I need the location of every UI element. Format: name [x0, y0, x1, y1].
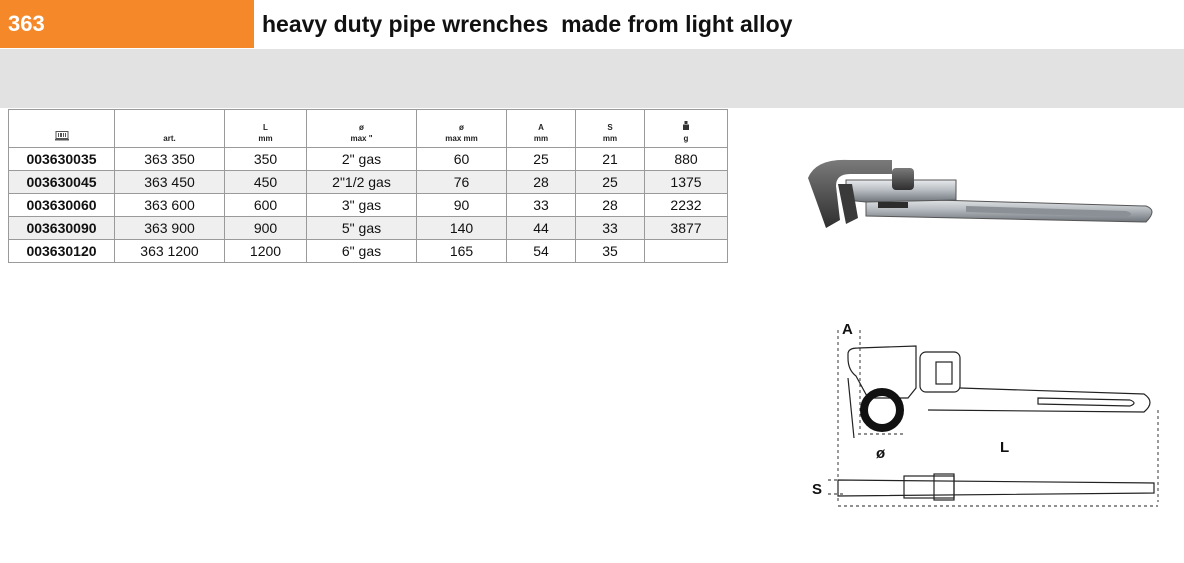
table-header-row — [9, 110, 728, 148]
table-row — [9, 148, 728, 171]
cell-art: 363 350 — [115, 148, 225, 171]
cell-art: 363 450 — [115, 171, 225, 194]
header-code — [9, 110, 115, 148]
table-row — [9, 194, 728, 217]
table-row — [9, 217, 728, 240]
header-a: A mm — [507, 110, 576, 148]
cell-code: 003630090 — [9, 217, 115, 240]
label-a: A — [842, 321, 853, 338]
cell-s: 33 — [576, 217, 645, 240]
cell-capacity-mm: 165 — [417, 240, 507, 263]
cell-art: 363 1200 — [115, 240, 225, 263]
cell-capacity-inch: 2" gas — [307, 148, 417, 171]
header-art: art. — [115, 110, 225, 148]
weight-icon — [682, 121, 690, 130]
cell-weight — [645, 240, 728, 263]
cell-s: 35 — [576, 240, 645, 263]
header-s: S mm — [576, 110, 645, 148]
header-band — [0, 49, 1184, 108]
cell-art: 363 600 — [115, 194, 225, 217]
cell-a: 33 — [507, 194, 576, 217]
spec-table — [8, 109, 728, 263]
cell-code: 003630045 — [9, 171, 115, 194]
header-length: L mm — [225, 110, 307, 148]
barcode-box-icon — [55, 131, 69, 141]
cell-weight: 1375 — [645, 171, 728, 194]
label-l: L — [1000, 439, 1010, 456]
cell-weight: 3877 — [645, 217, 728, 240]
cell-a: 54 — [507, 240, 576, 263]
cell-code: 003630035 — [9, 148, 115, 171]
cell-a: 25 — [507, 148, 576, 171]
cell-length: 450 — [225, 171, 307, 194]
label-diameter: ø — [876, 445, 886, 462]
pipe-wrench-photo — [806, 140, 1162, 240]
cell-length: 350 — [225, 148, 307, 171]
cell-capacity-inch: 6" gas — [307, 240, 417, 263]
cell-capacity-inch: 5" gas — [307, 217, 417, 240]
dimension-drawing — [808, 318, 1164, 508]
cell-capacity-mm: 60 — [417, 148, 507, 171]
table-row — [9, 240, 728, 263]
table-row — [9, 171, 728, 194]
cell-s: 21 — [576, 148, 645, 171]
header-capacity-inch: ø max " — [307, 110, 417, 148]
cell-s: 28 — [576, 194, 645, 217]
cell-capacity-mm: 140 — [417, 217, 507, 240]
cell-capacity-mm: 90 — [417, 194, 507, 217]
cell-code: 003630060 — [9, 194, 115, 217]
cell-capacity-inch: 2"1/2 gas — [307, 171, 417, 194]
product-code: 363 — [0, 0, 254, 48]
cell-a: 44 — [507, 217, 576, 240]
cell-code: 003630120 — [9, 240, 115, 263]
cell-length: 600 — [225, 194, 307, 217]
cell-capacity-inch: 3" gas — [307, 194, 417, 217]
cell-art: 363 900 — [115, 217, 225, 240]
cell-weight: 880 — [645, 148, 728, 171]
cell-s: 25 — [576, 171, 645, 194]
page-title: heavy duty pipe wrenches made from light alloy — [262, 11, 793, 37]
label-s: S — [812, 481, 823, 498]
header-weight: g — [645, 110, 728, 148]
cell-a: 28 — [507, 171, 576, 194]
header-capacity-mm: ø max mm — [417, 110, 507, 148]
cell-length: 900 — [225, 217, 307, 240]
cell-capacity-mm: 76 — [417, 171, 507, 194]
cell-weight: 2232 — [645, 194, 728, 217]
cell-length: 1200 — [225, 240, 307, 263]
